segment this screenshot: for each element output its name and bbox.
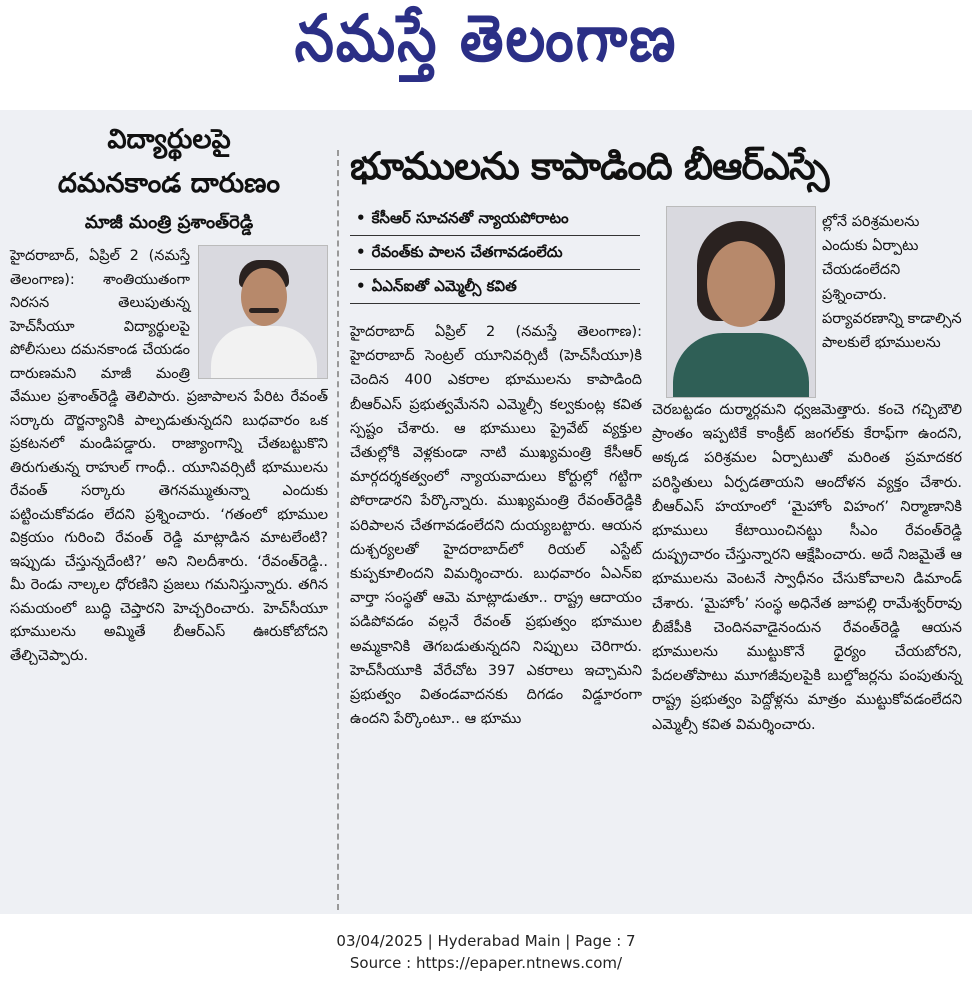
source-link[interactable]: Source : https://epaper.ntnews.com/ <box>349 954 623 972</box>
kavitha-photo <box>666 206 816 398</box>
left-headline-line2: దమనకాండ దారుణం <box>57 168 281 199</box>
left-byline: మాజీ మంత్రి ప్రశాంత్‌రెడ్డి <box>84 212 254 233</box>
highlight-item: • రేవంత్‌కు పాలన చేతగావడంలేదు <box>350 236 640 270</box>
left-article-body: హైదరాబాద్, ఏప్రిల్ 2 (నమస్తే తెలంగాణ): శాంతియుతంగా నిరసన తెలుపుతున్న హెచ్‌సీయూ విద్యార్థులపై పోలీసులు దమనకాండ చేయడం దారుణమని మాజీ మంత్రి వేముల ప్రశాంత్‌రెడ్డి తెలిపారు. ప్రజాపాలన పేరిట రేవంత్ సర్కారు దౌర్జన్యానికి పాల్పడుతున్నదని బుధవారం ఒక ప్రకటనలో మండిపడ్డారు. రాజ్యాంగాన్ని చేతబట్టుకొని తిరుగుతున్న రాహుల్ గాంధీ.. యూనివర్సిటీ భూములను రేవంత్ సర్కారు తెగనమ్ముతున్నా ఎందుకు పట్టించుకోవడం లేదని ప్రశ్నించారు. ‘గతంలో భూముల విక్రయం గురించి రేవంత్ రెడ్డి మాట్లాడిన మాటలేంటి? ఇప్పుడు చేస్తున్నదేంటి?’ అని నిలదీశారు. ‘రేవంత్‌రెడ్డి.. మీ రెండు నాల్కల ధోరణిని ప్రజలు గమనిస్తున్నారు. తగిన సమయంలో బుద్ధి చెప్తారని హెచ్చరించారు. హెచ్‌సీయూ భూములను అమ్మితే బీఆర్‌ఎస్ ఊరుకోబోదని తేల్చిచెప్పారు. <box>10 248 328 664</box>
right-headline: భూములను కాపాడింది బీఆర్‌ఎస్సే <box>350 144 829 188</box>
column-divider <box>337 150 339 910</box>
right-article-body-col1: హైదరాబాద్ ఏప్రిల్ 2 (నమస్తే తెలంగాణ): హైదరాబాద్ సెంట్రల్ యూనివర్సిటీ (హెచ్‌సీయూ)కి చెందిన 400 ఎకరాల భూములను కాపాడింది బీఆర్‌ఎస్ ప్రభుత్వమేనని ఎమ్మెల్సీ కల్వకుంట్ల కవిత స్పష్టం చేశారు. ఆ భూములు ప్రైవేట్ వ్యక్తుల చేతుల్లోకి వెళ్లకుండా నాటి ముఖ్యమంత్రి కేసీఆర్ మార్గదర్శకత్వంలో న్యాయవాదులు కోర్టుల్లో గట్టిగా పోరాడారని పేర్కొన్నారు. ముఖ్యమంత్రి రేవంత్‌రెడ్డికి పరిపాలన చేతగావడంలేదని దుయ్యబట్టారు. ఆయన దుశ్చర్యలతో హైదరాబాద్‌లో రియల్ ఎస్టేట్ కుప్పకూలిందని విమర్శించారు. బుధవారం ఏఎన్ఐ వార్తా సంస్థతో ఆమె మాట్లాడుతూ.. రాష్ట్ర ఆదాయం పడిపోవడం వల్లనే రేవంత్ ప్రభుత్వం భూముల అమ్మకానికి తెగబడుతున్నదని నిప్పులు చెరిగారు. హెచ్‌సీయూకి వేరేచోట 397 ఎకరాలు ఇచ్చామని ప్రభుత్వం వితండవాదనకు దిగడం విడ్డూరంగా ఉందని పేర్కొంటూ.. ఆ భూము <box>350 324 642 728</box>
edition-info: 03/04/2025 | Hyderabad Main | Page : 7 <box>336 932 636 950</box>
newspaper-title: నమస్తే తెలంగాణ <box>294 2 678 77</box>
masthead <box>0 0 972 110</box>
right-article-body-col2-top: ల్లోనే పరిశ్రమలను ఎందుకు ఏర్పాటు చేయడంలేదని ప్రశ్నించారు. పర్యావరణాన్ని కాడాల్సిన పాలకులే భూములను <box>822 214 962 352</box>
right-article-body-col2: చెరబట్టడం దుర్మార్గమని ధ్వజమెత్తారు. కంచె గచ్చిబౌలి ప్రాంతం ఇప్పటికే కాంక్రీట్ జంగల్‌కు కేరాఫ్‌గా ఉందని, అక్కడ పరిశ్రమల ఏర్పాటుతో మరింత ప్రమాదకర పరిస్థితులు ఏర్పడతాయని ఆందోళన వ్యక్తం చేశారు. బీఆర్‌ఎస్ హయాంలో ‘మైహోం విహంగ’ నిర్మాణానికి భూములు కేటాయించినట్టు సీఎం రేవంత్‌రెడ్డి దుష్ప్రచారం చేస్తున్నారని ఆక్షేపించారు. అదే నిజమైతే ఆ భూములను వెంటనే స్వాధీనం చేసుకోవాలని డిమాండ్ చేశారు. ‘మైహోం’ సంస్థ అధినేత జూపల్లి రామేశ్వర్‌రావు బీజేపీకి చెందినవాడైనందున రేవంత్‌రెడ్డి ఆయన భూములను ముట్టుకొనే ధైర్యం చేయబోరని, పేదలతోపాటు మూగజీవులపైకి బుల్డోజర్లను పంపుతున్న రాష్ట్ర ప్రభుత్వం పెద్దోళ్లను మాత్రం ముట్టుకోవడంలేదని ఎమ్మెల్సీ కవిత విమర్శించారు. <box>652 402 962 733</box>
highlights-list <box>350 202 640 304</box>
page-footer <box>0 930 972 974</box>
left-headline-line1: విద్యార్థులపై <box>107 124 231 155</box>
minister-photo <box>198 245 328 379</box>
left-article <box>10 118 328 668</box>
highlight-item: • ఏఎన్ఐతో ఎమ్మెల్సీ కవిత <box>350 270 640 304</box>
highlight-item: • కేసీఆర్ సూచనతో న్యాయపోరాటం <box>350 202 640 236</box>
